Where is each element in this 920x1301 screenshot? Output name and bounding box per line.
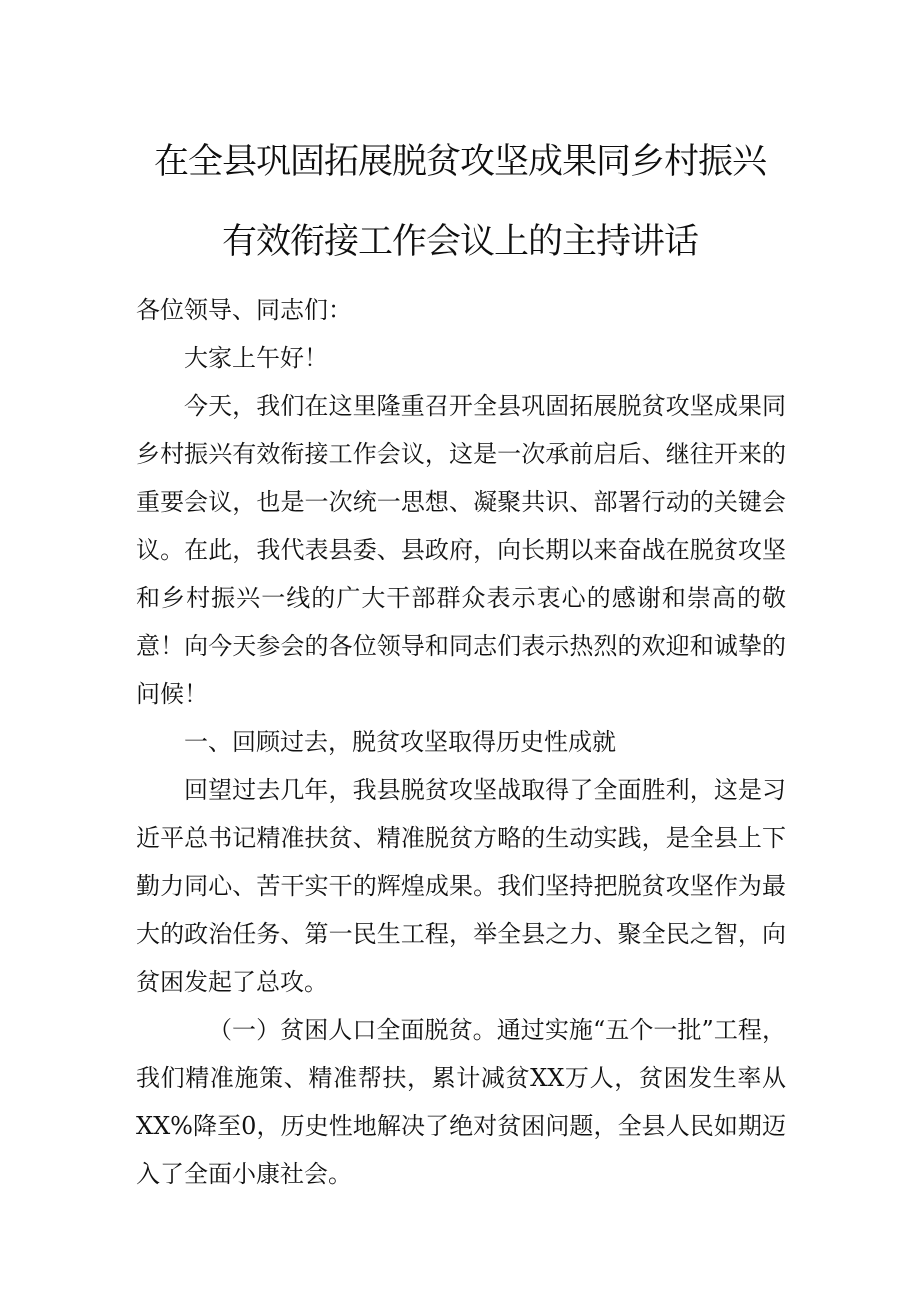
document-title-line-1: 在全县巩固拓展脱贫攻坚成果同乡村振兴	[153, 142, 766, 182]
greeting-paragraph: 大家上午好！	[184, 344, 328, 372]
section-heading-1: 一、回顾过去，脱贫攻坚取得历史性成就	[184, 728, 616, 756]
salutation-text: 各位领导、同志们：	[136, 296, 352, 324]
review-paragraph: 回望过去几年，我县脱贫攻坚战取得了全面胜利，这是习近平总书记精准扶贫、精准脱贫方略的生动实践，是全县上下勤力同心、苦干实干的辉煌成果。我们坚持把脱贫攻坚作为最大的政治任务、第一民生工程，举全县之力、聚全民之智，向贫困发起了总攻。	[136, 776, 786, 996]
opening-paragraph: 今天，我们在这里隆重召开全县巩固拓展脱贫攻坚成果同乡村振兴有效衔接工作会议，这是一次承前启后、继往开来的重要会议，也是一次统一思想、凝聚共识、部署行动的关键会议。在此，我代表县委、县政府，向长期以来奋战在脱贫攻坚和乡村振兴一线的广大干部群众表示衷心的感谢和崇高的敬意！向今天参会的各位领导和同志们表示热烈的欢迎和诚挚的问候！	[136, 392, 786, 708]
document-body	[136, 334, 786, 1198]
document-title-line-2: 有效衔接工作会议上的主持讲话	[221, 222, 698, 262]
salutation	[136, 286, 786, 334]
subsection-1-paragraph: （一）贫困人口全面脱贫。通过实施“五个一批”工程，我们精准施策、精准帮扶，累计减贫XX万人，贫困发生率从XX%降至0，历史性地解决了绝对贫困问题，全县人民如期迈入了全面小康社会。	[136, 1016, 786, 1188]
